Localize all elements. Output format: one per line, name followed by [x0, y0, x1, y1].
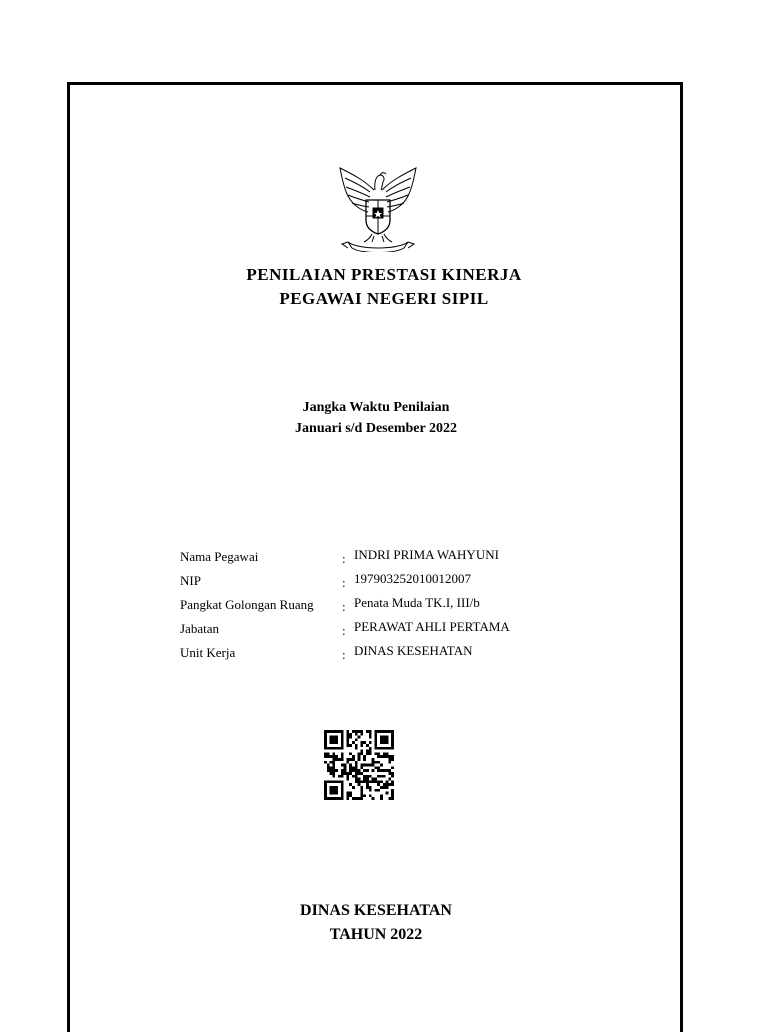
field-separator: :	[342, 623, 346, 638]
field-label: Unit Kerja	[180, 645, 236, 660]
document-title-line-1: PENILAIAN PRESTASI KINERJA	[246, 265, 522, 284]
field-value: Penata Muda TK.I, III/b	[354, 595, 480, 610]
field-separator: :	[342, 599, 346, 614]
field-label: Nama Pegawai	[180, 549, 259, 564]
field-label: NIP	[180, 573, 201, 588]
footer-year: TAHUN 2022	[329, 926, 423, 943]
field-label: Pangkat Golongan Ruang	[180, 597, 314, 612]
field-separator: :	[342, 575, 346, 590]
field-value: DINAS KESEHATAN	[354, 643, 473, 658]
footer-agency: DINAS KESEHATAN	[300, 902, 452, 919]
field-label: Jabatan	[180, 621, 219, 636]
period-label: Jangka Waktu Penilaian	[302, 400, 450, 415]
field-value: 197903252010012007	[354, 571, 471, 586]
qr-code-icon	[322, 730, 396, 800]
document-title-line-2: PEGAWAI NEGERI SIPIL	[279, 289, 489, 308]
field-value: PERAWAT AHLI PERTAMA	[354, 619, 510, 634]
field-separator: :	[342, 647, 346, 662]
field-value: INDRI PRIMA WAHYUNI	[354, 547, 499, 562]
garuda-emblem-icon	[334, 160, 422, 252]
period-value: Januari s/d Desember 2022	[295, 421, 457, 436]
field-separator: :	[342, 551, 346, 566]
